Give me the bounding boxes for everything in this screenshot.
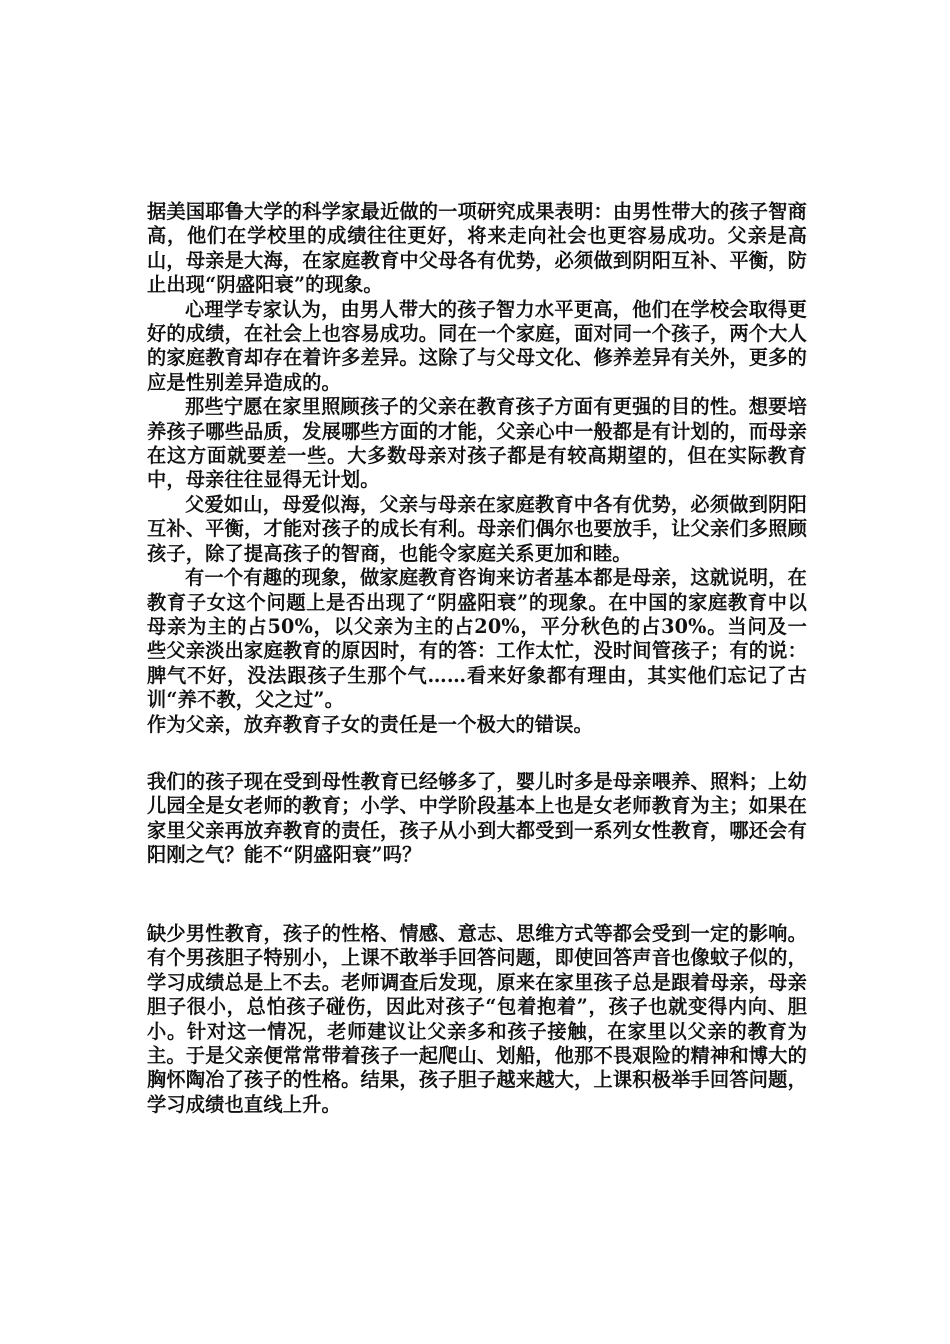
paragraph-consultation-statistics: 有一个有趣的现象，做家庭教育咨询来访者基本都是母亲，这就说明，在教育子女这个问题上是否出现了“阴盛阳衰”的现象。在中国的家庭教育中以母亲为主的占50%，以父亲为主的占20%，平分秋色的占30%。当问及一些父亲淡出家庭教育的原因时，有的答：工作太忙，没时间管孩子；有的说：脾气不好，没法跟孩子生那个气……看来好象都有理由，其实他们忘记了古训“养不教，父之过”。	[147, 566, 807, 712]
section-maternal-education	[147, 770, 807, 868]
paragraph-timid-boy-example: 缺少男性教育，孩子的性格、情感、意志、思维方式等都会受到一定的影响。有个男孩胆子特别小，上课不敢举手回答问题，即使回答声音也像蚊子似的，学习成绩总是上不去。老师调查后发现，原来在家里孩子总是跟着母亲，母亲胆子很小，总怕孩子碰伤，因此对孩子“包着抱着”，孩子也就变得内向、胆小。针对这一情况，老师建议让父亲多和孩子接触，在家里以父亲的教育为主。于是父亲便常常带着孩子一起爬山、划船，他那不畏艰险的精神和博大的胸怀陶冶了孩子的性格。结果，孩子胆子越来越大，上课积极举手回答问题，学习成绩也直线上升。	[147, 922, 807, 1116]
section-male-education-example	[147, 922, 807, 1117]
paragraph-yale-study: 据美国耶鲁大学的科学家最近做的一项研究成果表明：由男性带大的孩子智商高，他们在学校里的成绩往往更好，将来走向社会也更容易成功。父亲是高山，母亲是大海，在家庭教育中父母各有优势，必须做到阴阳互补、平衡，防止出现“阴盛阳衰”的现象。	[147, 200, 807, 297]
paragraph-maternal-education: 我们的孩子现在受到母性教育已经够多了，婴儿时多是母亲喂养、照料；上幼儿园全是女老师的教育；小学、中学阶段基本上也是女老师教育为主；如果在家里父亲再放弃教育的责任，孩子从小到大都受到一系列女性教育，哪还会有阳刚之气？能不“阴盛阳衰”吗？	[147, 770, 807, 867]
paragraph-father-purpose: 那些宁愿在家里照顾孩子的父亲在教育孩子方面有更强的目的性。想要培养孩子哪些品质，发展哪些方面的才能，父亲心中一般都是有计划的，而母亲在这方面就要差一些。大多数母亲对孩子都是有较高期望的，但在实际教育中，母亲往往显得无计划。	[147, 395, 807, 492]
paragraph-yin-yang-balance: 父爱如山，母爱似海，父亲与母亲在家庭教育中各有优势，必须做到阴阳互补、平衡，才能对孩子的成长有利。母亲们偶尔也要放手，让父亲们多照顾孩子，除了提高孩子的智商，也能令家庭关系更加和睦。	[147, 492, 807, 565]
paragraph-father-responsibility: 作为父亲，放弃教育子女的责任是一个极大的错误。	[147, 712, 593, 736]
paragraph-psychologist-view: 心理学专家认为，由男人带大的孩子智力水平更高，他们在学校会取得更好的成绩，在社会上也容易成功。同在一个家庭，面对同一个孩子，两个大人的家庭教育却存在着许多差异。这除了与父母文化、修养差异有关外，更多的应是性别差异造成的。	[147, 297, 807, 394]
section-father-role	[147, 200, 807, 737]
